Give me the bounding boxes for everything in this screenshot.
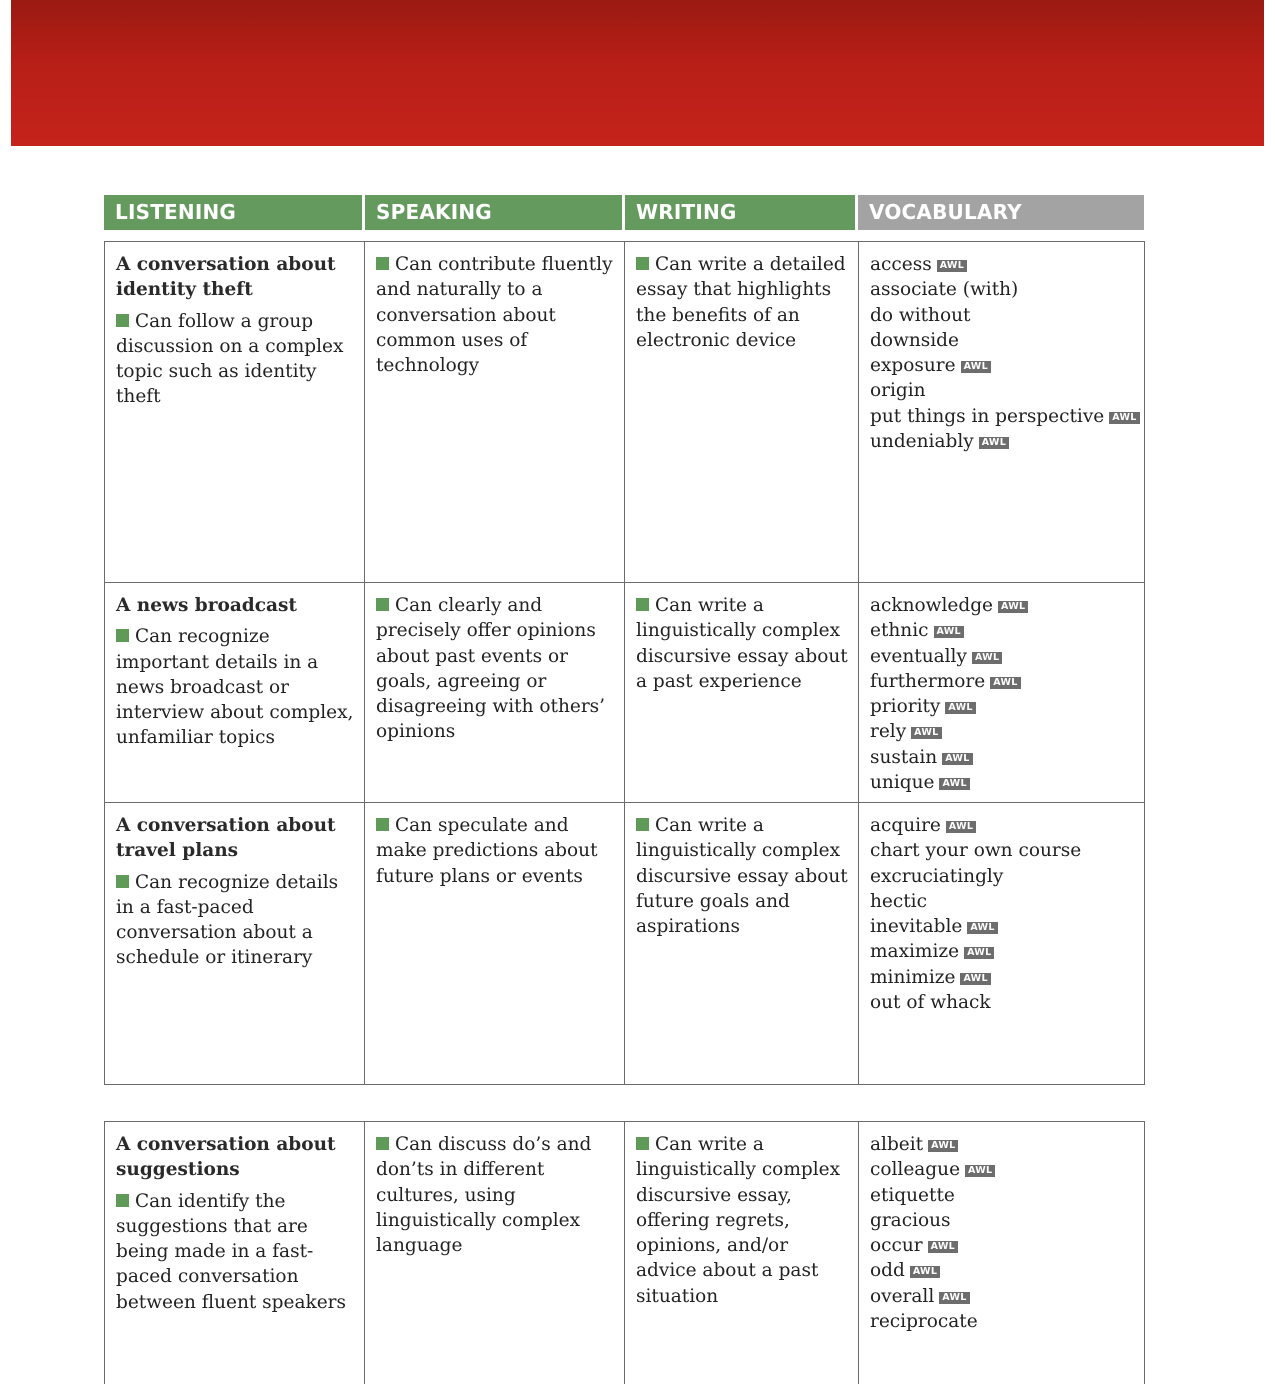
vocab-item — [870, 1258, 1134, 1283]
awl-badge: AWL — [972, 652, 1002, 664]
listening-skill-text: Can recognize details in a fast-paced conversation about a schedule or itinerary — [116, 871, 339, 969]
table-row — [105, 1122, 1145, 1384]
awl-badge: AWL — [1109, 412, 1139, 424]
green-square-bullet-icon — [636, 1137, 649, 1150]
vocab-word: etiquette — [870, 1184, 955, 1206]
vocab-word: acquire — [870, 815, 941, 836]
speaking-cell — [365, 242, 625, 583]
vocab-word: gracious — [870, 1209, 951, 1231]
vocab-item — [870, 889, 1134, 914]
vocab-item — [870, 838, 1134, 863]
vocab-word: hectic — [870, 890, 927, 912]
awl-badge: AWL — [937, 260, 967, 272]
vocab-item — [870, 353, 1134, 378]
table-row — [105, 803, 1145, 1085]
scope-table-main — [104, 241, 1145, 1085]
vocab-item — [870, 1132, 1134, 1157]
vocabulary-cell — [859, 242, 1145, 583]
vocab-item — [870, 252, 1134, 277]
vocab-item — [870, 378, 1134, 403]
green-square-bullet-icon — [116, 629, 129, 642]
vocab-word: exposure — [870, 355, 956, 377]
awl-badge: AWL — [910, 1266, 940, 1278]
table-row — [105, 583, 1145, 803]
vocab-item — [870, 694, 1134, 719]
vocab-word: albeit — [870, 1134, 924, 1155]
awl-badge: AWL — [960, 973, 990, 985]
green-square-bullet-icon — [636, 257, 649, 270]
vocab-item — [870, 429, 1134, 454]
vocab-item — [870, 618, 1134, 643]
listening-skill-text: Can identify the suggestions that are being made in a fast-paced conversation between fluent speakers — [116, 1190, 346, 1313]
vocab-item — [870, 965, 1134, 990]
awl-badge: AWL — [928, 1140, 958, 1152]
green-square-bullet-icon — [636, 818, 649, 831]
vocab-word: unique — [870, 772, 935, 794]
green-square-bullet-icon — [376, 598, 389, 611]
listening-cell — [105, 242, 365, 583]
writing-cell — [625, 803, 859, 1085]
speaking-text: Can contribute fluently and naturally to a conversation about common uses of technology — [376, 254, 613, 377]
green-square-bullet-icon — [376, 257, 389, 270]
vocab-word: downside — [870, 329, 959, 351]
listening-topic: A news broadcast — [116, 595, 297, 616]
listening-skill-text: Can follow a group discussion on a complex topic such as identity theft — [116, 310, 344, 408]
header-vocabulary: VOCABULARY — [858, 195, 1144, 230]
awl-badge: AWL — [939, 1292, 969, 1304]
vocab-word: sustain — [870, 746, 938, 768]
vocab-item — [870, 644, 1134, 669]
vocab-item — [870, 864, 1134, 889]
awl-badge: AWL — [998, 601, 1028, 613]
listening-skill-text: Can recognize important details in a news broadcast or interview about complex, unfamiliar topics — [116, 626, 354, 749]
vocab-word: put things in perspective — [870, 405, 1105, 427]
listening-topic: A conversation about travel plans — [116, 815, 336, 862]
vocab-item — [870, 1284, 1134, 1309]
awl-badge: AWL — [964, 947, 994, 959]
vocab-item — [870, 939, 1134, 964]
vocab-word: rely — [870, 721, 907, 743]
vocab-word: reciprocate — [870, 1311, 978, 1333]
vocabulary-cell — [859, 803, 1145, 1085]
speaking-cell — [365, 803, 625, 1085]
vocab-item — [870, 593, 1134, 618]
green-square-bullet-icon — [636, 598, 649, 611]
vocab-item — [870, 770, 1134, 795]
green-square-bullet-icon — [116, 314, 129, 327]
vocab-word: colleague — [870, 1159, 961, 1181]
table-row — [105, 242, 1145, 583]
vocab-word: do without — [870, 304, 971, 326]
listening-topic: A conversation about identity theft — [116, 254, 336, 301]
vocab-item — [870, 1309, 1134, 1334]
awl-badge: AWL — [934, 626, 964, 638]
vocab-word: priority — [870, 696, 941, 718]
awl-badge: AWL — [942, 753, 972, 765]
awl-badge: AWL — [979, 437, 1009, 449]
vocab-item — [870, 719, 1134, 744]
awl-badge: AWL — [939, 778, 969, 790]
listening-cell — [105, 1122, 365, 1384]
writing-cell — [625, 242, 859, 583]
vocab-word: undeniably — [870, 431, 974, 453]
writing-text: Can write a detailed essay that highlights the benefits of an electronic device — [636, 254, 846, 351]
vocab-word: overall — [870, 1285, 935, 1307]
speaking-text: Can speculate and make predictions about future plans or events — [376, 815, 598, 887]
awl-badge: AWL — [911, 727, 941, 739]
vocab-word: associate (with) — [870, 279, 1019, 301]
green-square-bullet-icon — [116, 1194, 129, 1207]
vocab-item — [870, 1208, 1134, 1233]
vocab-item — [870, 745, 1134, 770]
vocab-item — [870, 1233, 1134, 1258]
writing-text: Can write a linguistically complex discursive essay about future goals and aspirations — [636, 815, 848, 938]
green-square-bullet-icon — [376, 1137, 389, 1150]
writing-text: Can write a linguistically complex discursive essay about a past experience — [636, 595, 848, 692]
vocab-word: maximize — [870, 941, 960, 963]
awl-badge: AWL — [945, 702, 975, 714]
vocabulary-cell — [859, 1122, 1145, 1384]
vocab-item — [870, 669, 1134, 694]
awl-badge: AWL — [946, 821, 976, 833]
writing-text: Can write a linguistically complex discursive essay, offering regrets, opinions, and/or advice about a past situation — [636, 1134, 841, 1307]
vocab-word: inevitable — [870, 916, 963, 938]
awl-badge: AWL — [961, 361, 991, 373]
vocab-item — [870, 303, 1134, 328]
listening-cell — [105, 803, 365, 1085]
listening-skill — [116, 309, 354, 410]
vocab-word: ethnic — [870, 620, 929, 642]
green-square-bullet-icon — [116, 875, 129, 888]
awl-badge: AWL — [928, 1241, 958, 1253]
vocab-word: eventually — [870, 645, 967, 667]
vocabulary-cell — [859, 583, 1145, 803]
vocab-item — [870, 914, 1134, 939]
vocab-word: chart your own course — [870, 840, 1082, 862]
vocab-word: occur — [870, 1235, 923, 1257]
green-square-bullet-icon — [376, 818, 389, 831]
vocab-item — [870, 404, 1137, 429]
writing-cell — [625, 583, 859, 803]
vocab-item — [870, 328, 1134, 353]
awl-badge: AWL — [967, 922, 997, 934]
vocab-word: acknowledge — [870, 595, 993, 616]
vocab-word: access — [870, 254, 932, 275]
listening-skill — [116, 624, 354, 750]
speaking-text: Can discuss do’s and don’ts in different cultures, using linguistically complex language — [376, 1134, 592, 1257]
vocab-word: odd — [870, 1260, 905, 1282]
vocab-item — [870, 990, 1134, 1015]
vocab-word: out of whack — [870, 992, 991, 1014]
column-header-row — [104, 195, 1144, 230]
vocab-word: minimize — [870, 966, 956, 988]
awl-badge: AWL — [965, 1165, 995, 1177]
speaking-cell — [365, 583, 625, 803]
listening-skill — [116, 870, 354, 971]
vocab-item — [870, 277, 1134, 302]
vocab-word: furthermore — [870, 670, 986, 692]
writing-cell — [625, 1122, 859, 1384]
speaking-cell — [365, 1122, 625, 1384]
header-speaking: SPEAKING — [365, 195, 622, 230]
vocab-word: excruciatingly — [870, 865, 1004, 887]
scope-table-continued — [104, 1121, 1145, 1384]
vocab-item — [870, 813, 1134, 838]
header-writing: WRITING — [625, 195, 855, 230]
vocab-item — [870, 1157, 1134, 1182]
listening-skill — [116, 1189, 354, 1315]
listening-cell — [105, 583, 365, 803]
speaking-text: Can clearly and precisely offer opinions about past events or goals, agreeing or disagreeing with others’ opinions — [376, 595, 606, 743]
vocab-item — [870, 1183, 1134, 1208]
top-banner — [11, 0, 1264, 146]
awl-badge: AWL — [990, 677, 1020, 689]
listening-topic: A conversation about suggestions — [116, 1134, 336, 1181]
vocab-word: origin — [870, 380, 926, 402]
header-listening: LISTENING — [104, 195, 362, 230]
